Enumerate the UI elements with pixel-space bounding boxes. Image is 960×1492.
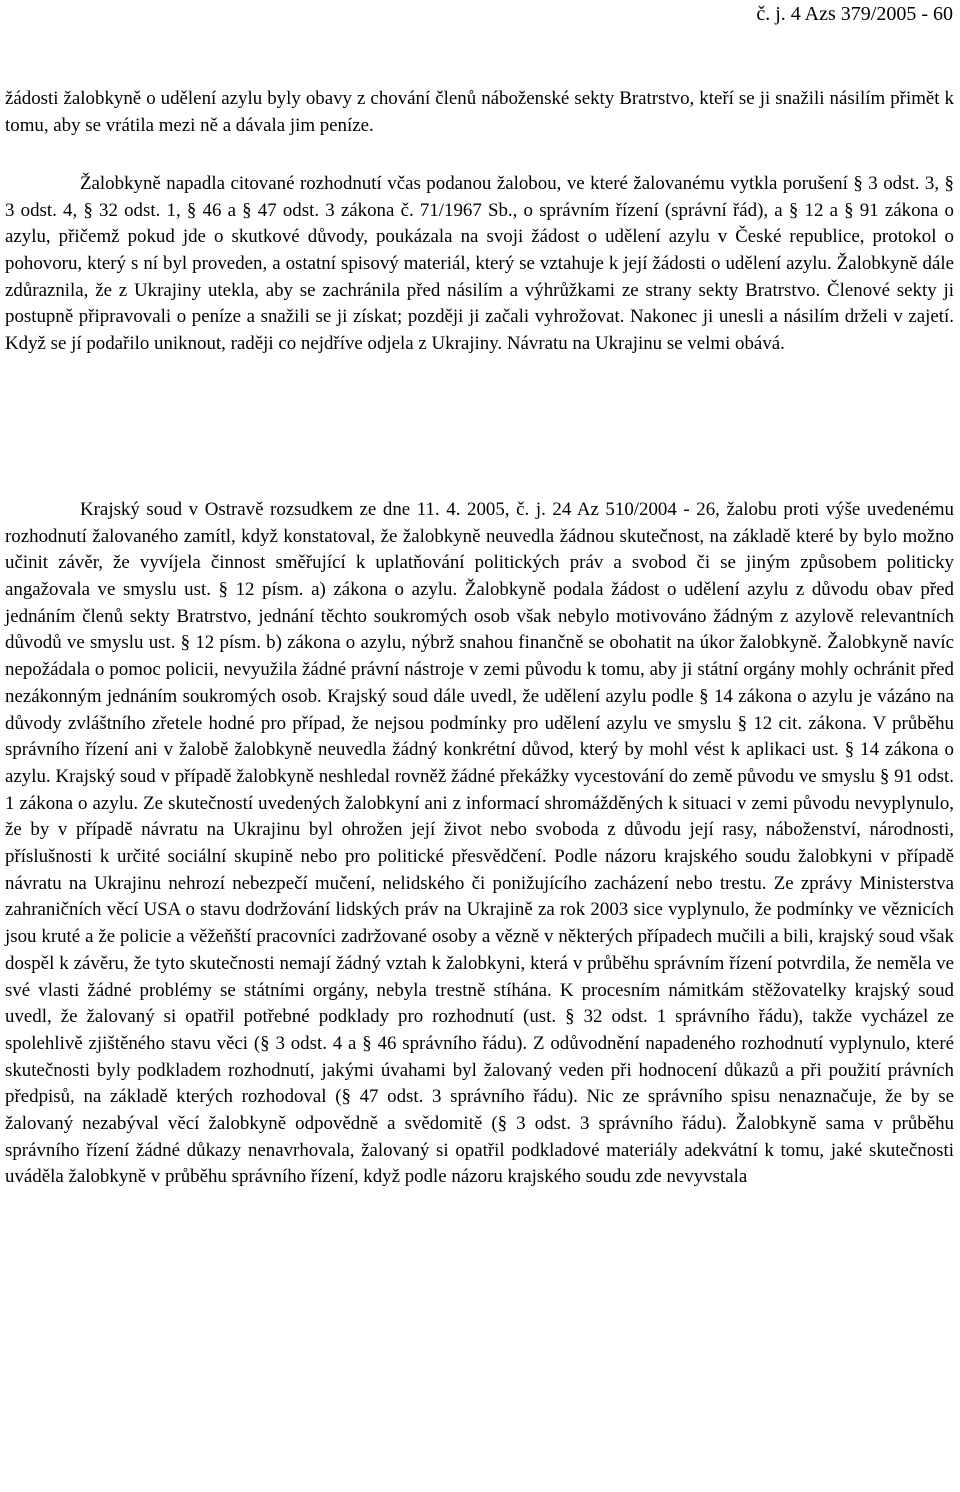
paragraph-3: Krajský soud v Ostravě rozsudkem ze dne 11. 4. 2005, č. j. 24 Az 510/2004 - 26, žalobu proti výše uvedenému rozhodnutí žalovaného zamítl, když konstatoval, že žalobkyně neuvedla žádnou skutečnost, na základě které by bylo možno učinit závěr, že vyvíjela činnost směřující k uplatňování politických práv a svobod či se jiným způsobem politicky angažovala ve smyslu ust. § 12 písm. a) zákona o azylu. Žalobkyně podala žádost o udělení azylu z důvodu obav před jednáním členů sekty Bratrstvo, jednání těchto soukromých osob však nebylo motivováno žádným z azylově relevantních důvodů ve smyslu ust. § 12 písm. b) zákona o azylu, nýbrž snahou finančně se obohatit na úkor žalobkyně. Žalobkyně navíc nepožádala o pomoc policii, nevyužila žádné právní nástroje v zemi původu k tomu, aby ji státní orgány mohly ochránit před nezákonným jednáním soukromých osob. Krajský soud dále uvedl, že udělení azylu podle § 14 zákona o azylu je vázáno na důvody zvláštního zřetele hodné pro případ, že nejsou podmínky pro udělení azylu ve smyslu § 12 cit. zákona. V průběhu správního řízení ani v žalobě žalobkyně neuvedla žádný konkrétní důvod, který by mohl vést k aplikaci ust. § 14 zákona o azylu. Krajský soud v případě žalobkyně neshledal rovněž žádné překážky vycestování do země původu ve smyslu § 91 odst. 1 zákona o azylu. Ze skutečností uvedených žalobkyní ani z informací shromážděných k situaci v zemi původu nevyplynulo, že by v případě návratu na Ukrajinu byl ohrožen její život nebo svoboda z důvodu její rasy, náboženství, národnosti, příslušnosti k určité sociální skupině nebo pro politické přesvědčení. Podle názoru krajského soudu žalobkyni v případě návratu na Ukrajinu nehrozí nebezpečí mučení, nelidského či ponižujícího zacházení nebo trestu. Ze zprávy Ministerstva zahraničních věcí USA o stavu dodržování lidských práv na Ukrajině za rok 2003 sice vyplynulo, že podmínky ve věznicích jsou kruté a že policie a věžeňští pracovníci zadržované osoby a vězně v některých případech mučili a bili, krajský soud však dospěl k závěru, že tyto skutečnosti nemají žádný vztah k žalobkyni, která v průběhu správním řízení potvrdila, že neměla ve své vlasti žádné problémy se státními orgány, nebyla trestně stíhána. K procesním námitkám stěžovatelky krajský soud uvedl, že žalovaný si opatřil potřebné podklady pro rozhodnutí (ust. § 32 odst. 1 správního řádu), takže vycházel ze spolehlivě zjištěného stavu věci (§ 3 odst. 4 a § 46 správního řádu). Z odůvodnění napadeného rozhodnutí vyplynulo, které skutečnosti byly podkladem rozhodnutí, jakými úvahami byl žalovaný veden při hodnocení důkazů a při použití právních předpisů, na základě kterých rozhodoval (§ 47 odst. 3 správního řádu). Nic ze správního spisu nenaznačuje, že by se žalovaný nezabýval věcí žalobkyně odpovědně a svědomitě (§ 3 odst. 3 správního řádu). Žalobkyně sama v průběhu správního řízení žádné důkazy nenavrhovala, žalovaný si opatřil podkladové materiály adekvátní k tomu, jaké skutečnosti uváděla žalobkyně v průběhu správního řízení, když podle názoru krajského soudu zde nevyvstala [5, 498, 954, 1188]
paragraph-2: Žalobkyně napadla citované rozhodnutí včas podanou žalobou, ve které žalovanému vytkla porušení § 3 odst. 3, § 3 odst. 4, § 32 odst. 1, § 46 a § 47 odst. 3 zákona č. 71/1967 Sb., o správním řízení (správní řád), a § 12 a § 91 zákona o azylu, přičemž pokud jde o skutkové důvody, poukázala na svoji žádost o udělení azylu v České republice, protokol o pohovoru, který s ní byl proveden, a ostatní spisový materiál, který se vztahuje k její žádosti o udělení azylu. Žalobkyně dále zdůraznila, že z Ukrajiny utekla, aby se zachránila před násilím a výhrůžkami ze strany sekty Bratrstvo. Členové sekty ji postupně připravovali o peníze a snažili se ji získat; později ji začali vyhrožovat. Nakonec ji unesli a násilím drželi v zajetí. Když se jí podařilo uniknout, raději co nejdříve odjela z Ukrajiny. Návratu na Ukrajinu se velmi obává. [5, 172, 954, 355]
paragraph-1: žádosti žalobkyně o udělení azylu byly obavy z chování členů náboženské sekty Bratrstvo, kteří se ji snažili násilím přimět k tomu, aby se vrátila mezi ně a dávala jim peníze. [5, 87, 954, 136]
case-reference: č. j. 4 Azs 379/2005 - 60 [756, 3, 953, 25]
